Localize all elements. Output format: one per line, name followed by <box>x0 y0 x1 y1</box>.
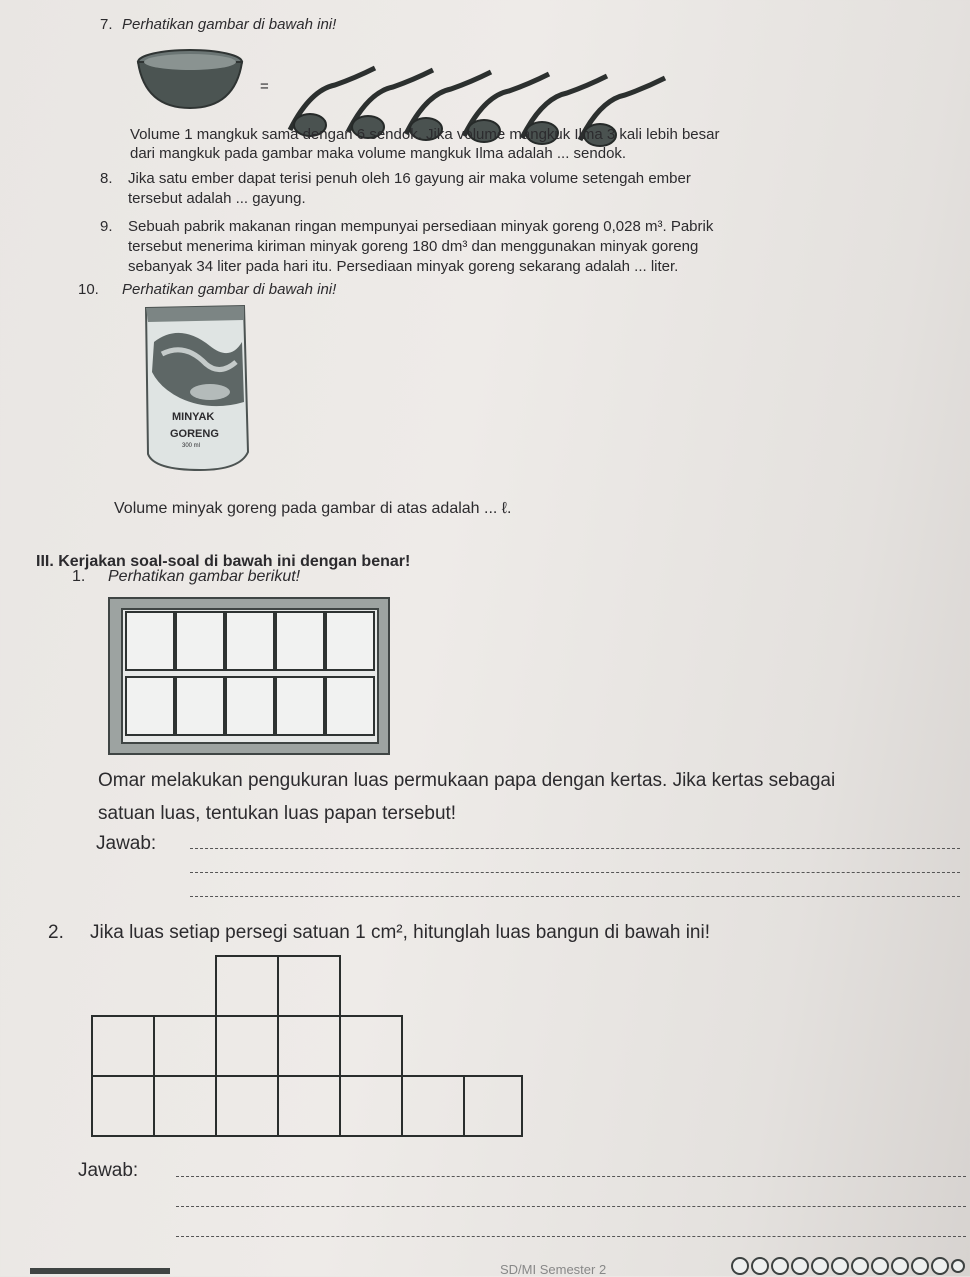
answer-line[interactable] <box>176 1206 966 1207</box>
s3-q2-number: 2. <box>48 922 64 943</box>
q8-number: 8. <box>100 170 113 187</box>
answer-line[interactable] <box>176 1236 966 1237</box>
q9-number: 9. <box>100 218 113 235</box>
s3-q2-prompt: Jika luas setiap persegi satuan 1 cm², hitunglah luas bangun di bawah ini! <box>90 922 710 943</box>
answer-line[interactable] <box>190 872 960 873</box>
pouch-label-minyak: MINYAK <box>172 411 215 423</box>
q10-prompt: Perhatikan gambar di bawah ini! <box>122 281 337 298</box>
q7-line-1: Volume 1 mangkuk sama dengan 6 sendok. Jika volume mangkuk Ilma 3 kali lebih besar <box>130 126 720 143</box>
equals-sign: = <box>260 78 269 95</box>
s3-q1-answer-label: Jawab: <box>96 833 157 854</box>
answer-line[interactable] <box>190 896 960 897</box>
q9-line-1: Sebuah pabrik makanan ringan mempunyai persediaan minyak goreng 0,028 m³. Pabrik <box>128 218 714 235</box>
bowl-illustration <box>135 48 245 110</box>
q10-number: 10. <box>78 281 99 298</box>
q9-line-2: tersebut menerima kiriman minyak goreng 180 dm³ dan menggunakan minyak goreng <box>128 238 699 255</box>
q7-number: 7. <box>100 16 113 33</box>
answer-line[interactable] <box>190 848 960 849</box>
s3-q1-prompt: Perhatikan gambar berikut! <box>108 568 301 585</box>
board-with-paper-grid <box>108 597 390 757</box>
footer-text: SD/MI Semester 2 <box>500 1262 607 1277</box>
q7-prompt: Perhatikan gambar di bawah ini! <box>122 16 337 33</box>
s3-q1-number: 1. <box>72 568 86 585</box>
pouch-label-volume: 300 ml <box>182 443 201 449</box>
pouch-label-goreng: GORENG <box>170 428 219 440</box>
s3-q1-line-1: Omar melakukan pengukuran luas permukaan papa dengan kertas. Jika kertas sebagai <box>98 770 836 791</box>
section-3-heading: III. Kerjakan soal-soal di bawah ini dengan benar! <box>36 553 411 570</box>
q10-question: Volume minyak goreng pada gambar di atas adalah ... ℓ. <box>114 500 512 517</box>
footer-bar <box>30 1268 170 1274</box>
s3-q2-answer-label: Jawab: <box>78 1160 139 1181</box>
answer-line[interactable] <box>176 1176 966 1177</box>
q8-line-2: tersebut adalah ... gayung. <box>128 190 306 207</box>
footer-circles-decoration <box>730 1252 965 1276</box>
s3-q1-line-2: satuan luas, tentukan luas papan tersebut! <box>98 803 457 824</box>
q8-line-1: Jika satu ember dapat terisi penuh oleh 16 gayung air maka volume setengah ember <box>128 170 691 187</box>
square-unit-shape <box>90 954 526 1144</box>
q9-line-3: sebanyak 34 liter pada hari itu. Persediaan minyak goreng sekarang adalah ... liter. <box>128 258 679 275</box>
q7-line-2: dari mangkuk pada gambar maka volume mangkuk Ilma adalah ... sendok. <box>130 145 627 162</box>
